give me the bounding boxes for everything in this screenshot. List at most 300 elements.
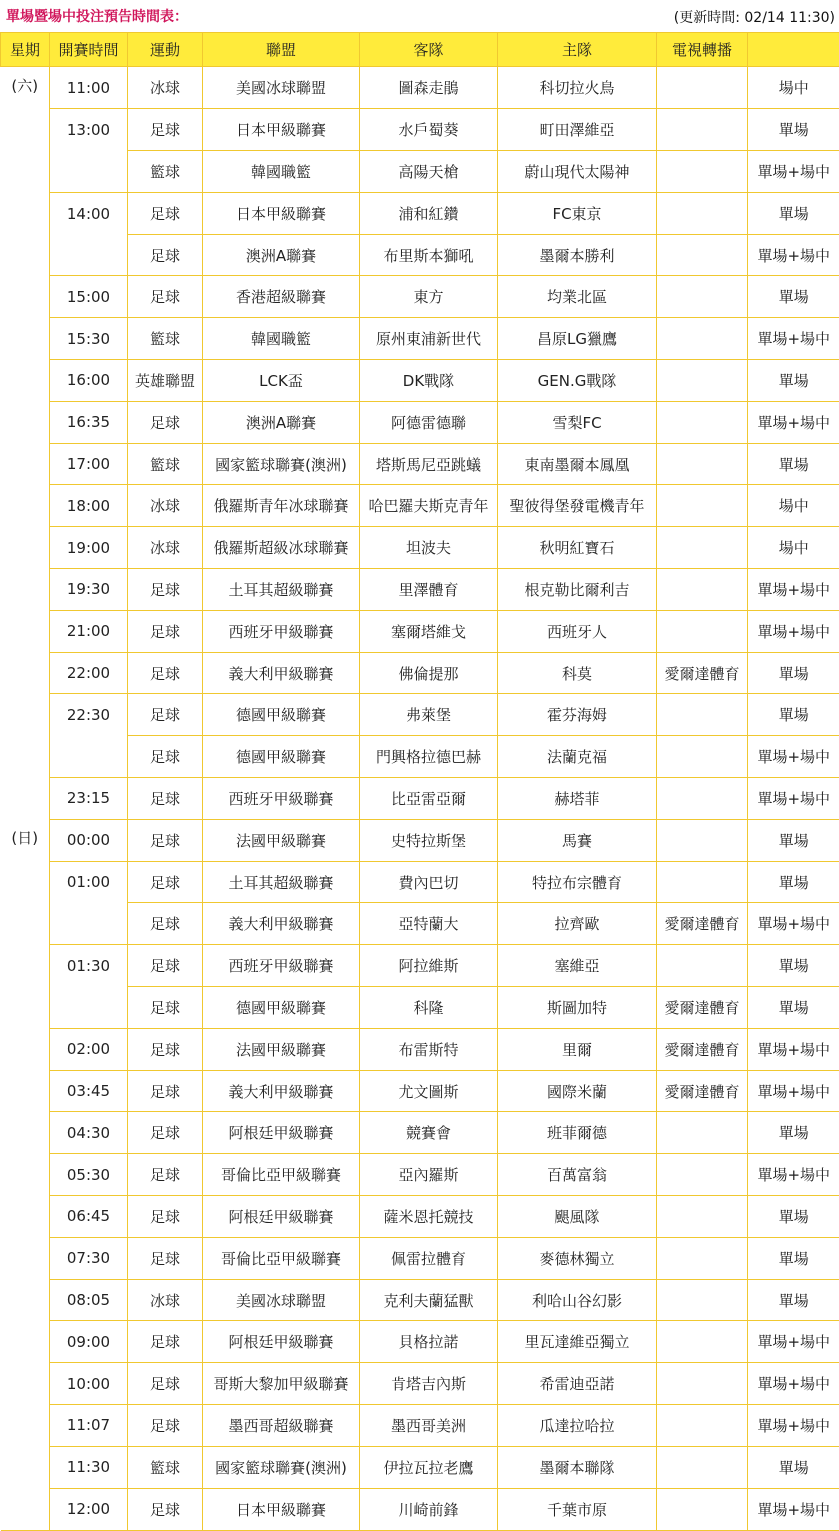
away-team-cell: 佩雷拉體育 (360, 1237, 498, 1279)
home-team-cell: 西班牙人 (498, 610, 657, 652)
bet-type-cell: 單場 (748, 987, 839, 1029)
page-header (0, 0, 839, 32)
weekday-cell (1, 276, 50, 318)
league-cell: 德國甲級聯賽 (203, 736, 360, 778)
home-team-cell: 里爾 (498, 1028, 657, 1070)
sport-cell: 足球 (128, 1028, 203, 1070)
home-team-cell: 班菲爾德 (498, 1112, 657, 1154)
league-cell: 國家籃球聯賽(澳洲) (203, 1446, 360, 1488)
tv-cell (657, 67, 748, 109)
time-cell: 00:00 (50, 819, 128, 861)
away-team-cell: 佛倫提那 (360, 652, 498, 694)
home-team-cell: GEN.G戰隊 (498, 360, 657, 402)
time-cell: 18:00 (50, 485, 128, 527)
league-cell: LCK盃 (203, 360, 360, 402)
time-cell: 19:00 (50, 527, 128, 569)
time-cell: 16:00 (50, 360, 128, 402)
weekday-cell (1, 1363, 50, 1405)
league-cell: 香港超級聯賽 (203, 276, 360, 318)
sport-cell: 足球 (128, 694, 203, 736)
time-cell: 21:00 (50, 610, 128, 652)
home-team-cell: 赫塔菲 (498, 778, 657, 820)
away-team-cell: 競賽會 (360, 1112, 498, 1154)
table-row (1, 819, 839, 861)
bet-type-cell: 單場 (748, 1112, 839, 1154)
home-team-cell: 科切拉火鳥 (498, 67, 657, 109)
league-cell: 義大利甲級聯賽 (203, 1070, 360, 1112)
time-cell: 15:30 (50, 318, 128, 360)
league-cell: 國家籃球聯賽(澳洲) (203, 443, 360, 485)
league-cell: 法國甲級聯賽 (203, 1028, 360, 1070)
league-cell: 德國甲級聯賽 (203, 987, 360, 1029)
sport-cell: 足球 (128, 652, 203, 694)
bet-type-cell: 單場+場中 (748, 1028, 839, 1070)
sport-cell: 冰球 (128, 485, 203, 527)
time-cell: 17:00 (50, 443, 128, 485)
table-row (1, 485, 839, 527)
sport-cell: 足球 (128, 1154, 203, 1196)
bet-type-cell: 場中 (748, 67, 839, 109)
table-row (1, 1196, 839, 1238)
col-header-bet-type (748, 33, 839, 67)
weekday-cell (1, 527, 50, 569)
sport-cell: 籃球 (128, 318, 203, 360)
time-cell: 23:15 (50, 778, 128, 820)
page-title: 單場暨場中投注預告時間表： (6, 6, 188, 26)
tv-cell (657, 192, 748, 234)
league-cell: 墨西哥超級聯賽 (203, 1405, 360, 1447)
home-team-cell: 霍芬海姆 (498, 694, 657, 736)
bet-type-cell: 單場+場中 (748, 234, 839, 276)
bet-type-cell: 單場+場中 (748, 1321, 839, 1363)
bet-type-cell: 單場 (748, 945, 839, 987)
sport-cell: 籃球 (128, 443, 203, 485)
time-cell: 10:00 (50, 1363, 128, 1405)
league-cell: 義大利甲級聯賽 (203, 903, 360, 945)
bet-type-cell: 單場+場中 (748, 778, 839, 820)
weekday-cell (1, 569, 50, 611)
table-row (1, 694, 839, 736)
away-team-cell: 阿拉維斯 (360, 945, 498, 987)
table-row (1, 945, 839, 987)
weekday-cell (1, 1321, 50, 1363)
weekday-cell (1, 610, 50, 652)
time-cell: 16:35 (50, 401, 128, 443)
home-team-cell: 蔚山現代太陽神 (498, 151, 657, 193)
table-row (1, 1154, 839, 1196)
col-header-weekday: 星期 (1, 33, 50, 67)
league-cell: 西班牙甲級聯賽 (203, 778, 360, 820)
weekday-cell (1, 318, 50, 360)
bet-type-cell: 單場+場中 (748, 903, 839, 945)
away-team-cell: 圖森走鵑 (360, 67, 498, 109)
away-team-cell: 肯塔吉內斯 (360, 1363, 498, 1405)
col-header-sport: 運動 (128, 33, 203, 67)
tv-cell (657, 1446, 748, 1488)
sport-cell: 足球 (128, 819, 203, 861)
tv-cell (657, 401, 748, 443)
weekday-cell (1, 151, 50, 193)
tv-cell (657, 861, 748, 903)
time-cell: 14:00 (50, 192, 128, 234)
weekday-cell (1, 443, 50, 485)
sport-cell: 足球 (128, 903, 203, 945)
sport-cell: 足球 (128, 234, 203, 276)
tv-cell (657, 1237, 748, 1279)
sport-cell: 籃球 (128, 151, 203, 193)
weekday-cell (1, 736, 50, 778)
tv-cell (657, 569, 748, 611)
bet-type-cell: 單場+場中 (748, 736, 839, 778)
home-team-cell: 百萬富翁 (498, 1154, 657, 1196)
weekday-cell (1, 360, 50, 402)
away-team-cell: 科隆 (360, 987, 498, 1029)
tv-cell (657, 1405, 748, 1447)
league-cell: 土耳其超級聯賽 (203, 861, 360, 903)
tv-cell (657, 1363, 748, 1405)
weekday-cell (1, 694, 50, 736)
weekday-cell (1, 861, 50, 903)
home-team-cell: 希雷迪亞諾 (498, 1363, 657, 1405)
sport-cell: 足球 (128, 1070, 203, 1112)
table-row (1, 192, 839, 234)
league-cell: 澳洲A聯賽 (203, 234, 360, 276)
league-cell: 阿根廷甲級聯賽 (203, 1112, 360, 1154)
sport-cell: 足球 (128, 1405, 203, 1447)
update-time: (更新時間: 02/14 11:30) (674, 7, 835, 27)
table-row (1, 1363, 839, 1405)
bet-type-cell: 單場 (748, 276, 839, 318)
away-team-cell: 墨西哥美洲 (360, 1405, 498, 1447)
col-header-league: 聯盟 (203, 33, 360, 67)
weekday-cell (1, 1405, 50, 1447)
away-team-cell: DK戰隊 (360, 360, 498, 402)
bet-type-cell: 單場+場中 (748, 569, 839, 611)
tv-cell (657, 1321, 748, 1363)
bet-type-cell: 單場 (748, 694, 839, 736)
tv-cell (657, 151, 748, 193)
sport-cell: 足球 (128, 945, 203, 987)
home-team-cell: 國際米蘭 (498, 1070, 657, 1112)
tv-cell (657, 778, 748, 820)
col-header-away: 客隊 (360, 33, 498, 67)
sport-cell: 足球 (128, 987, 203, 1029)
time-cell: 19:30 (50, 569, 128, 611)
sport-cell: 足球 (128, 192, 203, 234)
home-team-cell: 秋明紅寶石 (498, 527, 657, 569)
away-team-cell: 東方 (360, 276, 498, 318)
time-cell (50, 736, 128, 778)
weekday-cell (1, 1279, 50, 1321)
home-team-cell: 昌原LG獵鷹 (498, 318, 657, 360)
time-cell: 15:00 (50, 276, 128, 318)
away-team-cell: 浦和紅鑽 (360, 192, 498, 234)
table-row (1, 401, 839, 443)
time-cell: 13:00 (50, 109, 128, 151)
weekday-cell (1, 1028, 50, 1070)
home-team-cell: 町田澤維亞 (498, 109, 657, 151)
league-cell: 西班牙甲級聯賽 (203, 610, 360, 652)
sport-cell: 足球 (128, 569, 203, 611)
tv-cell: 愛爾達體育 (657, 1070, 748, 1112)
home-team-cell: 法蘭克福 (498, 736, 657, 778)
tv-cell (657, 736, 748, 778)
sport-cell: 足球 (128, 276, 203, 318)
sport-cell: 足球 (128, 1196, 203, 1238)
time-cell: 09:00 (50, 1321, 128, 1363)
home-team-cell: FC東京 (498, 192, 657, 234)
home-team-cell: 拉齊歐 (498, 903, 657, 945)
bet-type-cell: 單場+場中 (748, 1363, 839, 1405)
time-cell: 12:00 (50, 1488, 128, 1530)
league-cell: 俄羅斯超級冰球聯賽 (203, 527, 360, 569)
home-team-cell: 瓜達拉哈拉 (498, 1405, 657, 1447)
time-cell: 11:30 (50, 1446, 128, 1488)
tv-cell: 愛爾達體育 (657, 1028, 748, 1070)
tv-cell (657, 276, 748, 318)
table-row (1, 360, 839, 402)
table-row (1, 151, 839, 193)
bet-type-cell: 單場 (748, 109, 839, 151)
table-row (1, 1028, 839, 1070)
league-cell: 阿根廷甲級聯賽 (203, 1321, 360, 1363)
table-row (1, 1405, 839, 1447)
bet-type-cell: 單場 (748, 1279, 839, 1321)
bet-type-cell: 單場+場中 (748, 151, 839, 193)
bet-type-cell: 單場+場中 (748, 1405, 839, 1447)
away-team-cell: 費內巴切 (360, 861, 498, 903)
home-team-cell: 里瓦達維亞獨立 (498, 1321, 657, 1363)
tv-cell (657, 109, 748, 151)
away-team-cell: 高陽天槍 (360, 151, 498, 193)
away-team-cell: 塔斯馬尼亞跳蟻 (360, 443, 498, 485)
sport-cell: 籃球 (128, 1446, 203, 1488)
weekday-cell: (日) (1, 819, 50, 861)
home-team-cell: 利哈山谷幻影 (498, 1279, 657, 1321)
tv-cell (657, 527, 748, 569)
bet-type-cell: 單場 (748, 1237, 839, 1279)
sport-cell: 足球 (128, 1321, 203, 1363)
weekday-cell (1, 778, 50, 820)
time-cell: 04:30 (50, 1112, 128, 1154)
sport-cell: 足球 (128, 1112, 203, 1154)
tv-cell (657, 360, 748, 402)
sport-cell: 冰球 (128, 1279, 203, 1321)
league-cell: 日本甲級聯賽 (203, 1488, 360, 1530)
away-team-cell: 比亞雷亞爾 (360, 778, 498, 820)
time-cell (50, 987, 128, 1029)
sport-cell: 足球 (128, 1237, 203, 1279)
tv-cell (657, 694, 748, 736)
home-team-cell: 科莫 (498, 652, 657, 694)
home-team-cell: 特拉布宗體育 (498, 861, 657, 903)
table-row (1, 527, 839, 569)
table-row (1, 778, 839, 820)
bet-type-cell: 單場+場中 (748, 318, 839, 360)
league-cell: 日本甲級聯賽 (203, 192, 360, 234)
weekday-cell (1, 485, 50, 527)
bet-type-cell: 場中 (748, 527, 839, 569)
away-team-cell: 門興格拉德巴赫 (360, 736, 498, 778)
home-team-cell: 聖彼得堡發電機青年 (498, 485, 657, 527)
tv-cell (657, 1488, 748, 1530)
home-team-cell: 均業北區 (498, 276, 657, 318)
away-team-cell: 原州東浦新世代 (360, 318, 498, 360)
time-cell (50, 234, 128, 276)
bet-type-cell: 單場 (748, 1196, 839, 1238)
bet-type-cell: 場中 (748, 485, 839, 527)
time-cell: 01:30 (50, 945, 128, 987)
away-team-cell: 弗萊堡 (360, 694, 498, 736)
league-cell: 韓國職籃 (203, 318, 360, 360)
away-team-cell: 史特拉斯堡 (360, 819, 498, 861)
bet-type-cell: 單場+場中 (748, 1488, 839, 1530)
tv-cell: 愛爾達體育 (657, 652, 748, 694)
away-team-cell: 坦波夫 (360, 527, 498, 569)
weekday-cell (1, 192, 50, 234)
home-team-cell: 塞維亞 (498, 945, 657, 987)
schedule-table (0, 32, 839, 1531)
home-team-cell: 東南墨爾本鳳凰 (498, 443, 657, 485)
bet-type-cell: 單場 (748, 652, 839, 694)
league-cell: 哥倫比亞甲級聯賽 (203, 1154, 360, 1196)
league-cell: 美國冰球聯盟 (203, 67, 360, 109)
home-team-cell: 颶風隊 (498, 1196, 657, 1238)
away-team-cell: 里澤體育 (360, 569, 498, 611)
tv-cell: 愛爾達體育 (657, 903, 748, 945)
home-team-cell: 斯圖加特 (498, 987, 657, 1029)
home-team-cell: 麥德林獨立 (498, 1237, 657, 1279)
league-cell: 阿根廷甲級聯賽 (203, 1196, 360, 1238)
home-team-cell: 千葉市原 (498, 1488, 657, 1530)
table-row (1, 234, 839, 276)
bet-type-cell: 單場 (748, 1446, 839, 1488)
away-team-cell: 水戶蜀葵 (360, 109, 498, 151)
home-team-cell: 馬賽 (498, 819, 657, 861)
header-row (1, 33, 839, 67)
time-cell: 07:30 (50, 1237, 128, 1279)
away-team-cell: 布里斯本獅吼 (360, 234, 498, 276)
away-team-cell: 布雷斯特 (360, 1028, 498, 1070)
sport-cell: 冰球 (128, 67, 203, 109)
sport-cell: 英雄聯盟 (128, 360, 203, 402)
weekday-cell (1, 1154, 50, 1196)
league-cell: 澳洲A聯賽 (203, 401, 360, 443)
table-row (1, 1112, 839, 1154)
table-row (1, 610, 839, 652)
col-header-start-time: 開賽時間 (50, 33, 128, 67)
bet-type-cell: 單場+場中 (748, 401, 839, 443)
table-row (1, 861, 839, 903)
home-team-cell: 雪梨FC (498, 401, 657, 443)
time-cell (50, 903, 128, 945)
league-cell: 德國甲級聯賽 (203, 694, 360, 736)
league-cell: 俄羅斯青年冰球聯賽 (203, 485, 360, 527)
home-team-cell: 根克勒比爾利吉 (498, 569, 657, 611)
table-row (1, 987, 839, 1029)
time-cell: 01:00 (50, 861, 128, 903)
table-row (1, 903, 839, 945)
away-team-cell: 亞特蘭大 (360, 903, 498, 945)
time-cell: 06:45 (50, 1196, 128, 1238)
bet-type-cell: 單場+場中 (748, 610, 839, 652)
away-team-cell: 伊拉瓦拉老鷹 (360, 1446, 498, 1488)
bet-type-cell: 單場 (748, 360, 839, 402)
away-team-cell: 克利夫蘭猛獸 (360, 1279, 498, 1321)
league-cell: 哥斯大黎加甲級聯賽 (203, 1363, 360, 1405)
sport-cell: 足球 (128, 1488, 203, 1530)
bet-type-cell: 單場 (748, 192, 839, 234)
col-header-tv: 電視轉播 (657, 33, 748, 67)
time-cell: 22:00 (50, 652, 128, 694)
weekday-cell: (六) (1, 67, 50, 109)
home-team-cell: 墨爾本勝利 (498, 234, 657, 276)
sport-cell: 足球 (128, 778, 203, 820)
home-team-cell: 墨爾本聯隊 (498, 1446, 657, 1488)
league-cell: 美國冰球聯盟 (203, 1279, 360, 1321)
weekday-cell (1, 1112, 50, 1154)
tv-cell (657, 234, 748, 276)
col-header-home: 主隊 (498, 33, 657, 67)
league-cell: 西班牙甲級聯賽 (203, 945, 360, 987)
table-row (1, 652, 839, 694)
sport-cell: 足球 (128, 109, 203, 151)
table-row (1, 1488, 839, 1530)
sport-cell: 足球 (128, 861, 203, 903)
weekday-cell (1, 903, 50, 945)
schedule-body (1, 67, 839, 1531)
league-cell: 土耳其超級聯賽 (203, 569, 360, 611)
tv-cell: 愛爾達體育 (657, 987, 748, 1029)
away-team-cell: 哈巴羅夫斯克青年 (360, 485, 498, 527)
sport-cell: 足球 (128, 610, 203, 652)
away-team-cell: 阿德雷德聯 (360, 401, 498, 443)
weekday-cell (1, 987, 50, 1029)
away-team-cell: 亞內羅斯 (360, 1154, 498, 1196)
tv-cell (657, 610, 748, 652)
tv-cell (657, 1196, 748, 1238)
league-cell: 日本甲級聯賽 (203, 109, 360, 151)
weekday-cell (1, 401, 50, 443)
time-cell: 11:07 (50, 1405, 128, 1447)
bet-type-cell: 單場 (748, 443, 839, 485)
table-row (1, 276, 839, 318)
away-team-cell: 貝格拉諾 (360, 1321, 498, 1363)
table-row (1, 1279, 839, 1321)
sport-cell: 足球 (128, 1363, 203, 1405)
weekday-cell (1, 652, 50, 694)
tv-cell (657, 819, 748, 861)
weekday-cell (1, 945, 50, 987)
tv-cell (657, 318, 748, 360)
weekday-cell (1, 1070, 50, 1112)
sport-cell: 足球 (128, 736, 203, 778)
sport-cell: 冰球 (128, 527, 203, 569)
table-row (1, 736, 839, 778)
league-cell: 韓國職籃 (203, 151, 360, 193)
bet-type-cell: 單場+場中 (748, 1070, 839, 1112)
table-row (1, 1070, 839, 1112)
time-cell: 02:00 (50, 1028, 128, 1070)
tv-cell (657, 443, 748, 485)
away-team-cell: 尤文圖斯 (360, 1070, 498, 1112)
away-team-cell: 塞爾塔維戈 (360, 610, 498, 652)
table-row (1, 1446, 839, 1488)
time-cell: 08:05 (50, 1279, 128, 1321)
tv-cell (657, 1154, 748, 1196)
league-cell: 法國甲級聯賽 (203, 819, 360, 861)
weekday-cell (1, 1237, 50, 1279)
